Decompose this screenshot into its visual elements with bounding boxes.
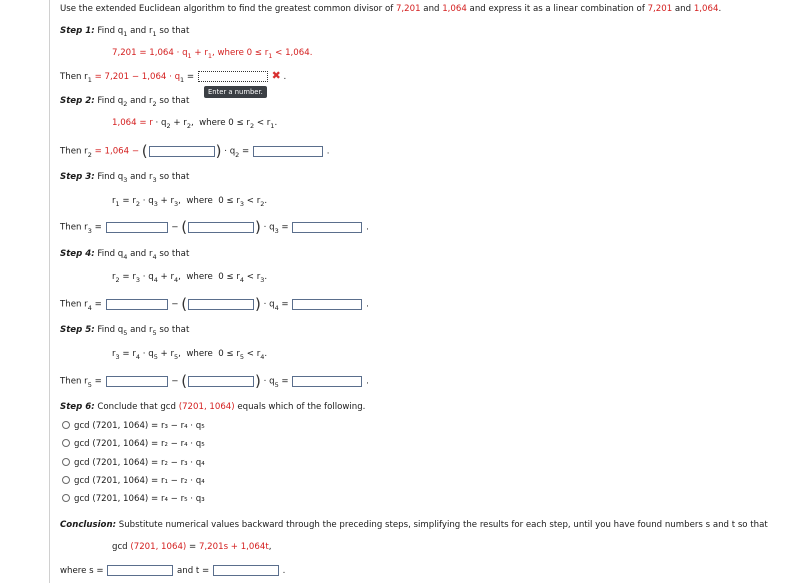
radio-button[interactable] xyxy=(62,494,70,502)
sub: 4 xyxy=(274,303,279,312)
sub: 5 xyxy=(153,353,158,361)
step1-equation xyxy=(112,47,312,59)
step5-equation: $r_3 = r_4 \cdot q_5 + r_5$, where $0 \le r_5 < r_4$. xyxy=(112,349,268,361)
sub: 4 xyxy=(239,276,245,284)
linear-combination: 7,201s + 1,064t xyxy=(198,542,269,552)
step2-then: Then $r_2 = 1,064$ − ( ) · $q_2$ = . xyxy=(60,142,330,160)
sub: 4 xyxy=(152,253,157,261)
step1-heading: Step 1: Find $q_1$ and $r_1$ so that xyxy=(60,26,190,38)
step5-heading: Step 5: Find $q_5$ and $r_5$ so that xyxy=(60,325,190,337)
sub: 3 xyxy=(239,200,245,208)
option-label: gcd (7201, 1064) = r₂ − r₃ · q₄ xyxy=(74,458,205,468)
t-input[interactable] xyxy=(213,565,279,576)
gcd-option-2[interactable] xyxy=(62,438,205,450)
s-label: where s = xyxy=(60,566,104,576)
sub: 3 xyxy=(87,226,92,235)
eq-text: = xyxy=(186,542,199,552)
step3-paren-input[interactable] xyxy=(188,222,254,233)
eq-text: , xyxy=(268,542,272,552)
sub: 5 xyxy=(152,329,157,337)
intro-text xyxy=(60,3,721,15)
step-label: Step 2: xyxy=(60,96,95,106)
sub: 2 xyxy=(123,100,128,108)
radio-button[interactable] xyxy=(62,421,70,429)
sub: 3 xyxy=(135,276,141,284)
intro-number: 1,064 xyxy=(442,4,467,14)
t-label: and t = xyxy=(177,566,210,576)
then-text: = xyxy=(184,72,195,82)
close-paren: ) xyxy=(255,295,261,313)
option-label: gcd (7201, 1064) = r₂ − r₄ · q₅ xyxy=(74,439,205,449)
option-label: gcd (7201, 1064) = r₄ − r₅ · q₃ xyxy=(74,494,205,504)
sub: 1 xyxy=(268,52,273,60)
r3-input[interactable] xyxy=(292,222,362,233)
sub: 3 xyxy=(174,200,179,208)
sub: 3 xyxy=(115,353,120,361)
step3-then: Then $r_3$ = − ( ) · $q_3$ = . xyxy=(60,218,369,236)
r1-input[interactable] xyxy=(198,71,268,82)
r4-input[interactable] xyxy=(292,299,362,310)
eq-text: + r xyxy=(191,48,208,58)
conclusion-label: Conclusion: xyxy=(60,520,117,530)
step3-equation: $r_1 = r_2 \cdot q_3 + r_3$, where $0 \le r_3 < r_2$. xyxy=(112,196,268,208)
close-paren: ) xyxy=(215,142,222,160)
sub: 1 xyxy=(207,52,213,60)
conclusion-answers: where s = and t = . xyxy=(60,566,286,576)
sub: 3 xyxy=(260,276,265,284)
gcd-option-3[interactable] xyxy=(62,457,205,469)
step-text: Find q xyxy=(94,26,124,36)
step4-heading: Step 4: Find $q_4$ and $r_4$ so that xyxy=(60,249,190,261)
intro-number: 1,064 xyxy=(693,4,719,14)
sub: 2 xyxy=(249,122,255,130)
sub: 4 xyxy=(87,303,92,312)
sub: 2 xyxy=(87,150,92,159)
sub: 4 xyxy=(135,353,141,361)
step4-paren-input[interactable] xyxy=(188,299,254,310)
open-paren: ( xyxy=(181,372,188,390)
gcd-option-5[interactable] xyxy=(62,493,205,505)
conclusion-body: Substitute numerical values backward through the preceding steps, simplifying the results for each step, until you have found numbers s and t so that xyxy=(116,520,768,530)
r1-recall-input[interactable] xyxy=(149,146,215,157)
gcd-args: (7201, 1064) xyxy=(178,402,235,412)
sub: 2 xyxy=(186,122,191,130)
step-label: Step 6: xyxy=(60,402,95,412)
sub: 3 xyxy=(274,226,279,235)
step-label: Step 1: xyxy=(60,26,95,36)
sub: 4 xyxy=(153,276,158,284)
eq-text: , where 0 ≤ r xyxy=(212,48,269,58)
sub: 1 xyxy=(187,52,192,60)
step5-lhs-input[interactable] xyxy=(106,376,168,387)
intro-part: and xyxy=(420,4,443,14)
sub: 1 xyxy=(87,76,92,84)
step1-then: Then $r_1 = 7,201 - 1,064 \cdot q_1$ = ✖ . xyxy=(60,69,287,84)
sub: 1 xyxy=(152,30,157,38)
sub: 4 xyxy=(260,353,265,361)
sub: 2 xyxy=(152,100,157,108)
step2-equation: $1,064 = r \cdot q_2 + r_2$, where $0 \le r_2 < r_1$. xyxy=(112,118,278,130)
option-label: gcd (7201, 1064) = r₁ − r₂ · q₄ xyxy=(74,476,205,486)
step-text: equals which of the following. xyxy=(234,402,366,412)
intro-part: Use the extended Euclidean algorithm to find the greatest common divisor of xyxy=(60,4,396,14)
step4-then: Then $r_4$ = − ( ) · $q_4$ = . xyxy=(60,295,369,313)
intro-number: 7,201 xyxy=(395,4,421,14)
enter-number-tooltip: Enter a number. xyxy=(204,86,267,98)
r2-input[interactable] xyxy=(253,146,323,157)
option-label: gcd (7201, 1064) = r₃ − r₄ · q₅ xyxy=(74,421,205,431)
sub: 4 xyxy=(174,276,179,284)
intro-part: and xyxy=(672,4,694,14)
eq-text: 7,201 = 1,064 · q xyxy=(112,48,188,58)
step-label: Step 5: xyxy=(60,325,95,335)
sub: 3 xyxy=(152,176,157,184)
sub: 5 xyxy=(87,380,92,389)
then-text: = 1,064 − xyxy=(91,146,140,157)
close-paren: ) xyxy=(255,372,261,390)
step-label: Step 4: xyxy=(60,249,95,259)
eq-text: < 1,064. xyxy=(272,48,313,58)
step2-heading: Step 2: Find $q_2$ and $r_2$ so that xyxy=(60,96,190,108)
conclusion-equation xyxy=(112,541,271,553)
open-paren: ( xyxy=(181,218,188,236)
step3-heading: Step 3: Find $q_3$ and $r_3$ so that xyxy=(60,172,190,184)
sub: 3 xyxy=(153,200,158,208)
gcd-args: (7201, 1064) xyxy=(130,542,187,552)
eq-text: 1,064 = r xyxy=(112,118,153,128)
sub: 1 xyxy=(115,200,120,208)
step4-lhs-input[interactable] xyxy=(106,299,168,310)
sub: 2 xyxy=(166,122,171,130)
sub: 1 xyxy=(123,30,128,38)
sub: 1 xyxy=(180,76,185,84)
step-text: Conclude that gcd xyxy=(94,402,179,412)
radio-button[interactable] xyxy=(62,458,70,466)
intro-part: and express it as a linear combination of xyxy=(466,4,648,14)
sub: 2 xyxy=(115,276,120,284)
sub: 5 xyxy=(123,329,128,337)
sub: 1 xyxy=(270,122,275,130)
sub: 5 xyxy=(239,353,245,361)
radio-button[interactable] xyxy=(62,439,70,447)
step5-paren-input[interactable] xyxy=(188,376,254,387)
sub: 2 xyxy=(235,150,240,159)
step-label: Step 3: xyxy=(60,172,95,182)
sub: 5 xyxy=(274,380,279,389)
sub: 2 xyxy=(260,200,265,208)
radio-button[interactable] xyxy=(62,476,70,484)
sub: 2 xyxy=(135,200,141,208)
sub: 5 xyxy=(174,353,179,361)
intro-part: . xyxy=(718,4,722,14)
gcd-option-1[interactable] xyxy=(62,420,205,432)
r5-input[interactable] xyxy=(292,376,362,387)
error-x-icon: ✖ xyxy=(271,69,281,82)
then-text: = 7,201 − 1,064 · q xyxy=(91,72,181,82)
sub: 4 xyxy=(123,253,128,261)
step5-then: Then $r_5$ = − ( ) · $q_5$ = . xyxy=(60,372,369,390)
sub: 3 xyxy=(123,176,128,184)
intro-number: 7,201 xyxy=(647,4,673,14)
where-text: where 0 ≤ r xyxy=(199,118,250,128)
step6-heading xyxy=(60,401,365,413)
open-paren: ( xyxy=(181,295,188,313)
conclusion-text xyxy=(60,519,768,531)
close-paren: ) xyxy=(255,218,261,236)
eq-text: gcd xyxy=(112,542,131,552)
step3-lhs-input[interactable] xyxy=(106,222,168,233)
open-paren: ( xyxy=(141,142,148,160)
step4-equation: $r_2 = r_3 \cdot q_4 + r_4$, where $0 \le r_4 < r_3$. xyxy=(112,272,268,284)
then-text: Then r xyxy=(60,72,88,82)
s-input[interactable] xyxy=(107,565,173,576)
then-text: Then r xyxy=(60,146,88,157)
gcd-option-4[interactable] xyxy=(62,475,205,487)
